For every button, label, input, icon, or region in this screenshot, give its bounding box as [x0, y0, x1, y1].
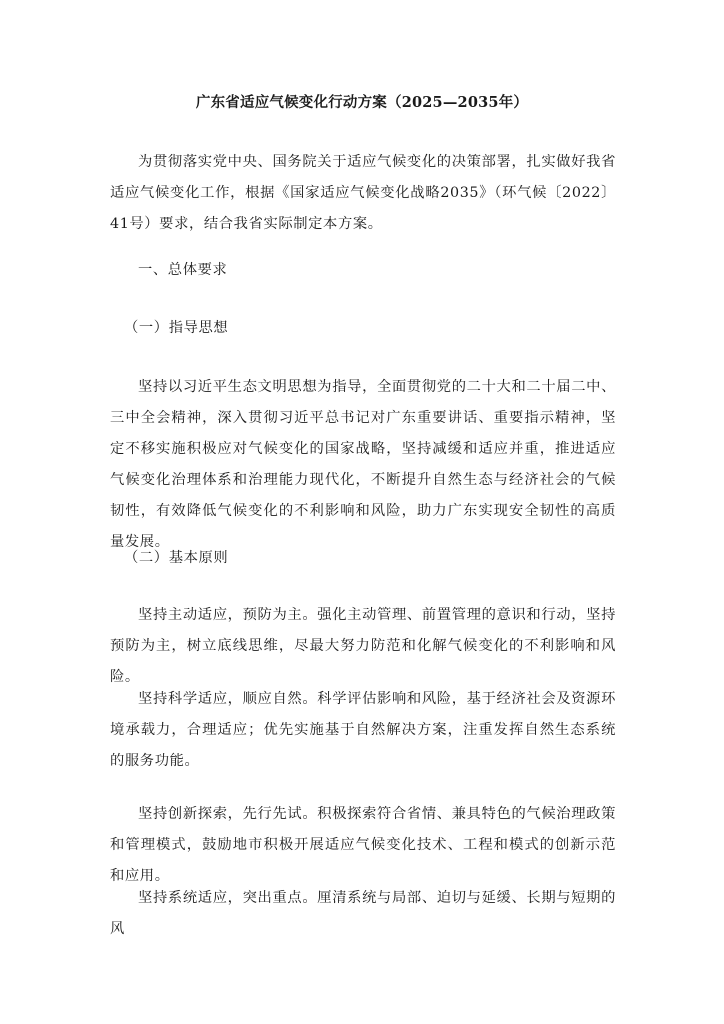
subsection-heading-basic-principles: （二）基本原则 [124, 550, 229, 566]
principle-paragraph-proactive: 坚持主动适应，预防为主。强化主动管理、前置管理的意识和行动，坚持预防为主，树立底线思维，尽最大努力防范和化解气候变化的不利影响和风险。 [110, 607, 616, 685]
principle-paragraph-innovation: 坚持创新探索，先行先试。积极探索符合省情、兼具特色的气候治理政策和管理模式，鼓励地市积极开展适应气候变化技术、工程和模式的创新示范和应用。 [110, 806, 616, 884]
subsection-heading-guiding-ideology: （一）指导思想 [124, 320, 229, 336]
principle-paragraph-scientific: 坚持科学适应，顺应自然。科学评估影响和风险，基于经济社会及资源环境承载力，合理适应；优先实施基于自然解决方案，注重发挥自然生态系统的服务功能。 [110, 691, 616, 769]
intro-paragraph: 为贯彻落实党中央、国务院关于适应气候变化的决策部署，扎实做好我省适应气候变化工作，根据《国家适应气候变化战略2035》（环气候〔2022〕41号）要求，结合我省实际制定本方案。 [110, 154, 616, 232]
section-heading-general-requirements: 一、总体要求 [138, 262, 228, 278]
guiding-ideology-paragraph: 坚持以习近平生态文明思想为指导，全面贯彻党的二十大和二十届二中、三中全会精神，深入贯彻习近平总书记对广东重要讲话、重要指示精神，坚定不移实施积极应对气候变化的国家战略，坚持减缓和适应并重，推进适应气候变化治理体系和治理能力现代化，不断提升自然生态与经济社会的气候韧性，有效降低气候变化的不利影响和风险，助力广东实现安全韧性的高质量发展。 [110, 379, 616, 550]
document-title: 广东省适应气候变化行动方案（2025—2035年） [195, 94, 529, 111]
principle-paragraph-systematic: 坚持系统适应，突出重点。厘清系统与局部、迫切与延缓、长期与短期的风 [110, 890, 616, 937]
